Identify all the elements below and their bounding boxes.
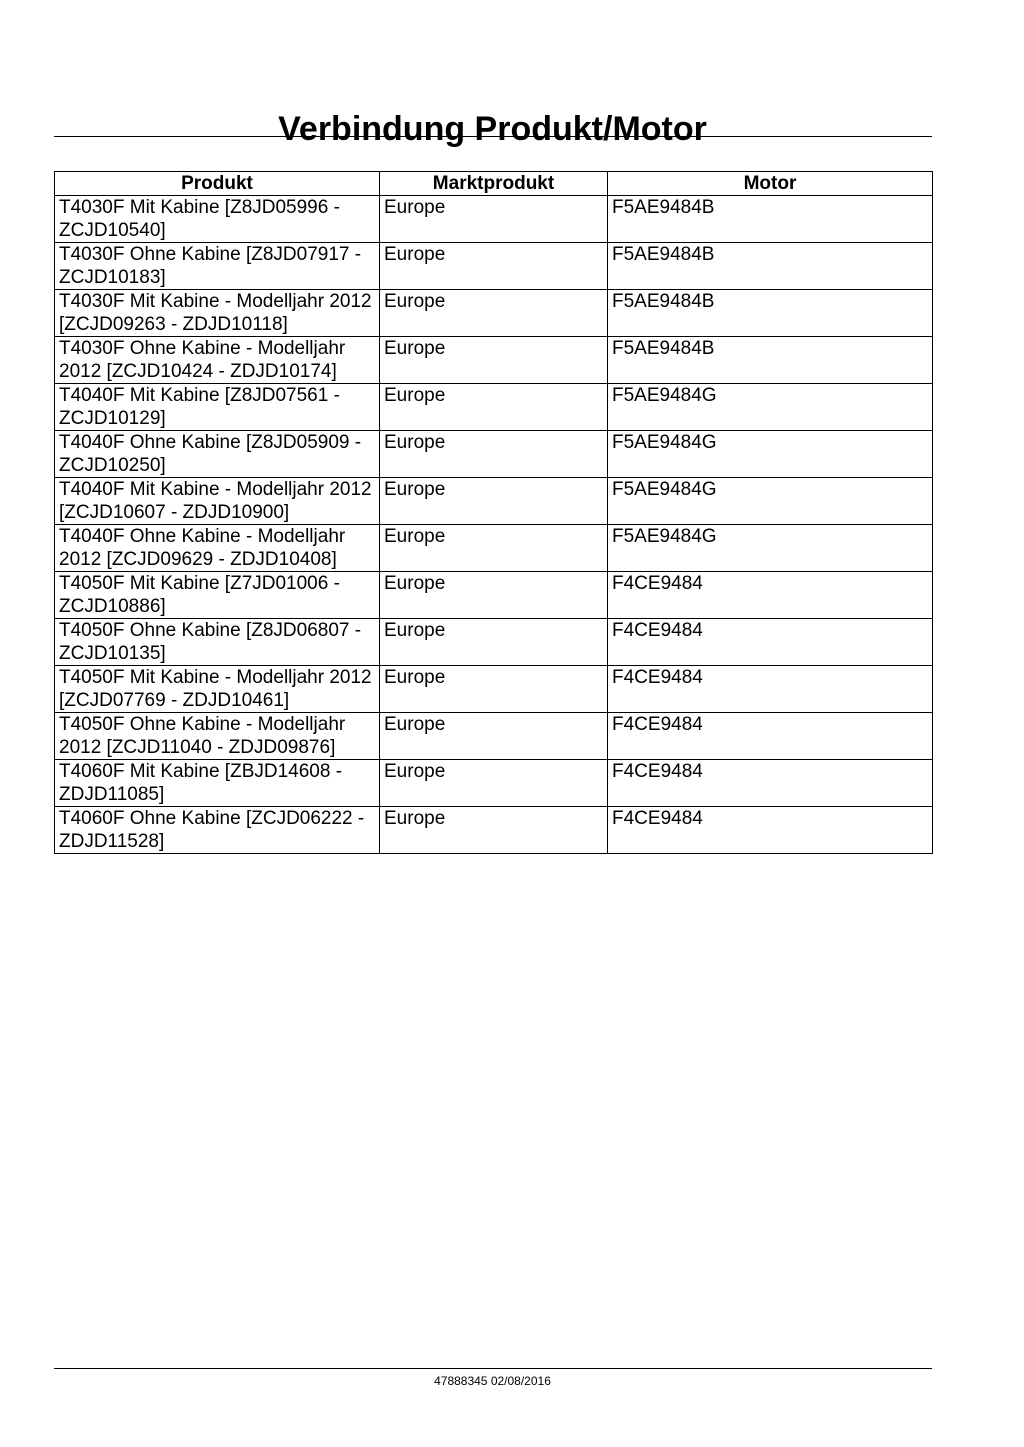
cell-marktprodukt: Europe <box>380 243 608 290</box>
cell-motor: F4CE9484 <box>608 666 933 713</box>
cell-motor: F5AE9484B <box>608 290 933 337</box>
table-row <box>55 572 933 619</box>
cell-motor: F4CE9484 <box>608 760 933 807</box>
cell-marktprodukt: Europe <box>380 337 608 384</box>
footer-divider <box>54 1368 932 1369</box>
table-row <box>55 525 933 572</box>
cell-motor: F4CE9484 <box>608 572 933 619</box>
column-header-motor: Motor <box>608 172 933 196</box>
cell-marktprodukt: Europe <box>380 713 608 760</box>
cell-produkt: T4060F Ohne Kabine [ZCJD06222 - ZDJD11528] <box>55 807 380 854</box>
cell-produkt: T4050F Ohne Kabine [Z8JD06807 - ZCJD10135] <box>55 619 380 666</box>
cell-marktprodukt: Europe <box>380 760 608 807</box>
page-title: Verbindung Produkt/Motor <box>278 109 707 148</box>
cell-marktprodukt: Europe <box>380 478 608 525</box>
cell-produkt: T4030F Mit Kabine - Modelljahr 2012 [ZCJD09263 - ZDJD10118] <box>55 290 380 337</box>
table-header-row <box>55 172 933 196</box>
cell-motor: F5AE9484G <box>608 525 933 572</box>
table-row <box>55 619 933 666</box>
table-row <box>55 243 933 290</box>
cell-motor: F5AE9484G <box>608 478 933 525</box>
cell-motor: F4CE9484 <box>608 619 933 666</box>
cell-produkt: T4050F Mit Kabine [Z7JD01006 - ZCJD10886] <box>55 572 380 619</box>
table-row <box>55 196 933 243</box>
cell-marktprodukt: Europe <box>380 196 608 243</box>
cell-motor: F4CE9484 <box>608 807 933 854</box>
cell-marktprodukt: Europe <box>380 619 608 666</box>
table-body <box>55 196 933 854</box>
cell-produkt: T4060F Mit Kabine [ZBJD14608 - ZDJD11085] <box>55 760 380 807</box>
table-row <box>55 713 933 760</box>
cell-motor: F5AE9484G <box>608 431 933 478</box>
table-row <box>55 478 933 525</box>
title-divider <box>54 136 932 137</box>
table-row <box>55 337 933 384</box>
cell-produkt: T4040F Ohne Kabine - Modelljahr 2012 [ZCJD09629 - ZDJD10408] <box>55 525 380 572</box>
cell-marktprodukt: Europe <box>380 431 608 478</box>
cell-motor: F5AE9484B <box>608 196 933 243</box>
cell-marktprodukt: Europe <box>380 384 608 431</box>
table-row <box>55 290 933 337</box>
cell-produkt: T4040F Mit Kabine [Z8JD07561 - ZCJD10129] <box>55 384 380 431</box>
cell-produkt: T4050F Mit Kabine - Modelljahr 2012 [ZCJD07769 - ZDJD10461] <box>55 666 380 713</box>
cell-motor: F5AE9484B <box>608 243 933 290</box>
cell-motor: F4CE9484 <box>608 713 933 760</box>
column-header-produkt: Produkt <box>55 172 380 196</box>
table-row <box>55 431 933 478</box>
cell-produkt: T4040F Ohne Kabine [Z8JD05909 - ZCJD10250] <box>55 431 380 478</box>
product-motor-table <box>54 171 933 854</box>
document-footer: 47888345 02/08/2016 <box>434 1374 551 1388</box>
table-row <box>55 807 933 854</box>
cell-marktprodukt: Europe <box>380 290 608 337</box>
table-row <box>55 760 933 807</box>
cell-produkt: T4030F Ohne Kabine - Modelljahr 2012 [ZCJD10424 - ZDJD10174] <box>55 337 380 384</box>
cell-marktprodukt: Europe <box>380 525 608 572</box>
table-row <box>55 384 933 431</box>
cell-motor: F5AE9484B <box>608 337 933 384</box>
column-header-marktprodukt: Marktprodukt <box>380 172 608 196</box>
cell-produkt: T4050F Ohne Kabine - Modelljahr 2012 [ZCJD11040 - ZDJD09876] <box>55 713 380 760</box>
cell-marktprodukt: Europe <box>380 572 608 619</box>
cell-marktprodukt: Europe <box>380 666 608 713</box>
cell-motor: F5AE9484G <box>608 384 933 431</box>
cell-marktprodukt: Europe <box>380 807 608 854</box>
table-row <box>55 666 933 713</box>
cell-produkt: T4030F Ohne Kabine [Z8JD07917 - ZCJD10183] <box>55 243 380 290</box>
cell-produkt: T4040F Mit Kabine - Modelljahr 2012 [ZCJD10607 - ZDJD10900] <box>55 478 380 525</box>
cell-produkt: T4030F Mit Kabine [Z8JD05996 - ZCJD10540] <box>55 196 380 243</box>
